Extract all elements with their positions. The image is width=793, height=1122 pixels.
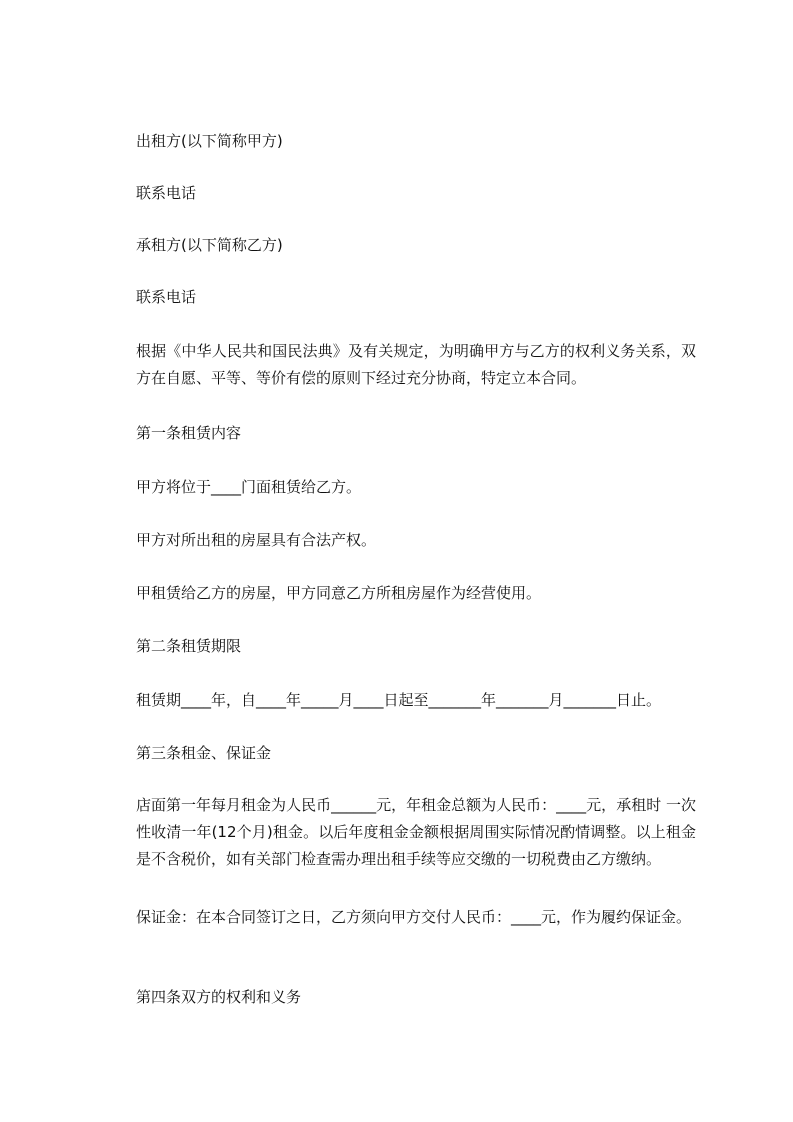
article-1-title: 第一条租赁内容: [136, 424, 242, 442]
article-1-clause-1: 甲方将位于____门面租赁给乙方。: [136, 478, 362, 496]
article-1-clause-2: 甲方对所出租的房屋具有合法产权。: [136, 531, 377, 549]
lessee-phone-label: 联系电话: [136, 288, 197, 306]
article-2-clause-1: 租赁期____年，自____年_____月____日起至_______年_______月_______日止。: [136, 691, 662, 709]
article-3-rent-paragraph: 店面第一年每月租金为人民币______元，年租金总额为人民币：____元，承租时 一次性收清一年(12个月)租金。以后年度租金金额根据周围实际情况酌情调整。以上租金是不含税价，如有关部门检查需办理出租手续等应交缴的一切税费由乙方缴纳。: [136, 796, 696, 868]
lessor-phone-label: 联系电话: [136, 184, 197, 202]
preamble-paragraph: 根据《中华人民共和国民法典》及有关规定，为明确甲方与乙方的权利义务关系，双方在自愿、平等、等价有偿的原则下经过充分协商，特定立本合同。: [136, 342, 696, 387]
article-4-title: 第四条双方的权利和义务: [136, 988, 302, 1006]
article-1-clause-3: 甲租赁给乙方的房屋，甲方同意乙方所租房屋作为经营使用。: [136, 584, 542, 602]
article-2-title: 第二条租赁期限: [136, 637, 242, 655]
lessor-label: 出租方(以下简称甲方): [136, 132, 283, 150]
lessee-label: 承租方(以下简称乙方): [136, 236, 283, 254]
article-3-title: 第三条租金、保证金: [136, 744, 272, 762]
article-3-deposit-paragraph: 保证金：在本合同签订之日，乙方须向甲方交付人民币：____元，作为履约保证金。: [136, 908, 692, 926]
